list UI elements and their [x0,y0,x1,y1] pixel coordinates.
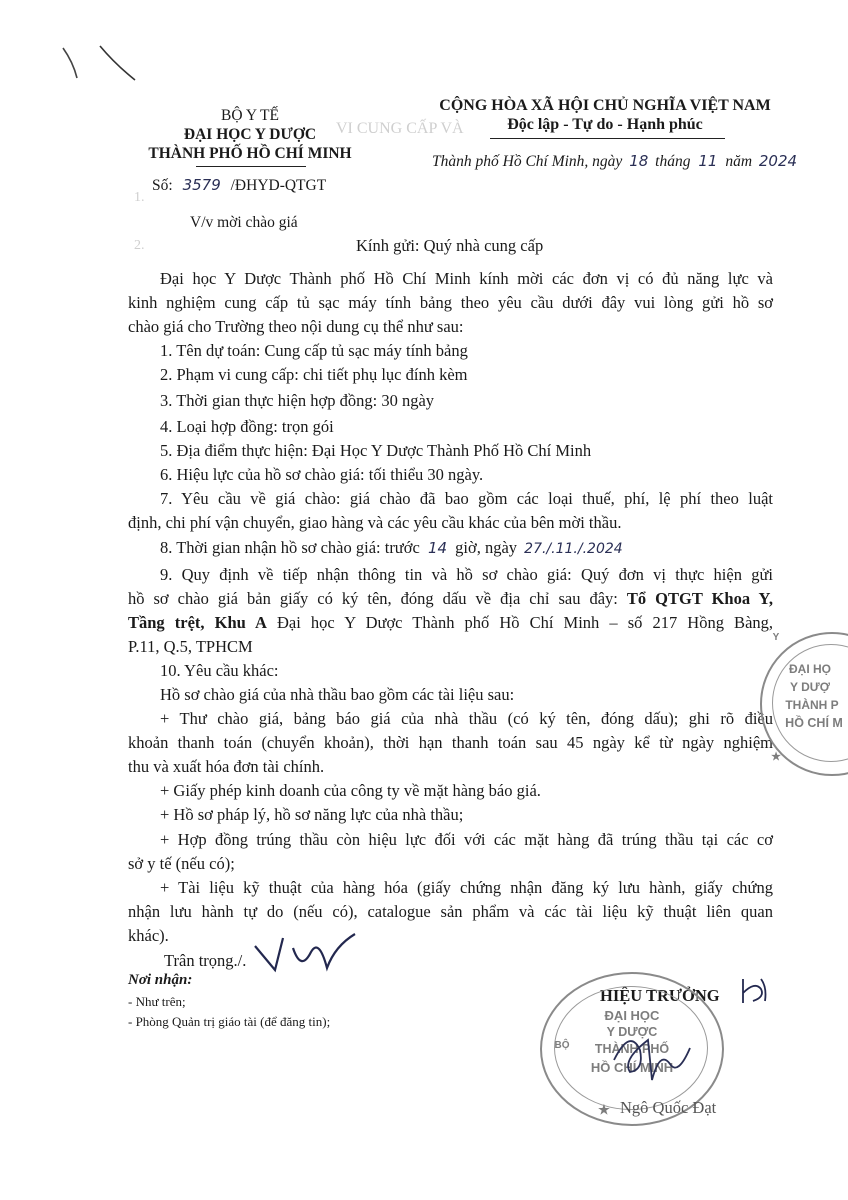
item-4: 4. Loại hợp đồng: trọn gói [160,417,334,436]
item-8 [160,537,805,560]
date-year: 2024 [758,152,798,170]
date-day: 18 [629,152,649,170]
show-through-item-2: 2. [134,238,145,253]
item-9-address-street: Đại học Y Dược Thành phố Hồ Chí Minh – số 217 Hồng Bàng, [277,613,774,632]
item-2: 2. Phạm vi cung cấp: chi tiết phụ lục đính kèm [160,365,468,384]
bullet-2: + Giấy phép kinh doanh của công ty về mặt hàng báo giá. [160,781,541,800]
item-10: 10. Yêu cầu khác: [160,661,279,680]
stamp-line-2: Y DƯỢC [606,1025,658,1039]
side-stamp-star: ★ [771,751,781,763]
side-stamp [760,632,848,776]
bullet-5-line-1: + Tài liệu kỹ thuật của hàng hóa (giấy chứng nhận đăng ký lưu hành, giấy chứng [160,878,773,897]
recipients-title: Nơi nhận: [128,972,193,988]
nation-name: CỘNG HÒA XÃ HỘI CHỦ NGHĨA VIỆT NAM [439,97,771,114]
show-through-heading: VI CUNG CẤP VÀ [336,120,464,137]
header-underline-left [196,166,306,167]
bullet-4-line-1: + Hợp đồng trúng thầu còn hiệu lực đối với các mặt hàng đã trúng thầu tại các cơ [160,830,773,849]
bullet-5-line-2: nhận lưu hành tự do (nếu có), catalogue sản phẩm và các tài liệu kỹ thuật liên quan [128,902,773,921]
item-5: 5. Địa điểm thực hiện: Đại Học Y Dược Thành Phố Hồ Chí Minh [160,441,592,460]
item-9-address-lead: hồ sơ chào giá bản giấy có ký tên, đóng dấu về địa chỉ sau đây: [128,589,618,608]
national-motto: Độc lập - Tự do - Hạnh phúc [507,116,703,133]
bullet-1-line-2: khoản thanh toán (chuyển khoản), thời hạn thanh toán sau 45 ngày kể từ ngày nghiệm [128,733,773,752]
item-8-prefix: 8. Thời gian nhận hồ sơ chào giá: trước [160,538,420,557]
bullet-3: + Hồ sơ pháp lý, hồ sơ năng lực của nhà thầu; [160,805,464,824]
doc-number-handwritten: 3579 [182,176,221,194]
item-3: 3. Thời gian thực hiện hợp đồng: 30 ngày [160,391,435,410]
side-stamp-line-1: ĐẠI HỌ [789,662,831,676]
stamp-line-3: THÀNH PHỐ [594,1042,670,1056]
bullet-4-line-2: sở y tế (nếu có); [128,854,235,873]
item-9-line-2 [128,588,773,610]
issue-date [432,152,797,171]
signer-name: Ngô Quốc Đạt [620,1098,717,1117]
signature-scribble [600,1020,720,1090]
signature-role: HIỆU TRƯỞNG [600,986,720,1005]
item-8-hour: 14 [427,539,448,557]
date-year-label: năm [725,153,753,170]
stamp-line-4: HỒ CHÍ MINH [590,1060,674,1075]
intro-line-1: Đại học Y Dược Thành phố Hồ Chí Minh kính mời các đơn vị có đủ năng lực và [160,269,773,288]
item-8-mid: giờ, ngày [455,538,518,557]
show-through-item-1: 1. [134,190,145,205]
stamp-star: ★ [598,1102,610,1117]
item-6: 6. Hiệu lực của hồ sơ chào giá: tối thiểu 30 ngày. [160,465,484,484]
item-10-intro: Hồ sơ chào giá của nhà thầu bao gồm các tài liệu sau: [160,685,515,704]
greeting: Kính gửi: Quý nhà cung cấp [356,236,544,255]
doc-number-prefix: Số: [152,177,173,194]
item-8-date: 27./.11./.2024 [524,541,623,557]
item-9-address-floor: Tầng trệt, Khu A [128,613,267,632]
motto-underline [490,138,725,139]
role-initial-mark [735,975,775,1007]
date-month-label: tháng [655,153,691,170]
side-stamp-line-3: THÀNH P [785,698,839,712]
initials-signature [245,928,365,978]
header-left [120,106,380,163]
stamp-side-text: BỘ [554,1040,570,1051]
item-9-line-1: 9. Quy định về tiếp nhận thông tin và hồ sơ chào giá: Quý đơn vị thực hiện gửi [160,565,773,584]
item-1: 1. Tên dự toán: Cung cấp tủ sạc máy tính bảng [160,341,468,360]
item-9-address-unit: Tổ QTGT Khoa Y, [626,589,774,608]
ministry-name: BỘ Y TẾ [221,107,279,124]
recipient-2: - Phòng Quản trị giáo tài (để đăng tin); [128,1014,331,1029]
scan-marks [55,40,145,90]
doc-subject: V/v mời chào giá [190,214,298,231]
university-name-line2: THÀNH PHỐ HỒ CHÍ MINH [148,145,352,162]
intro-line-2: kinh nghiệm cung cấp tủ sạc máy tính bảng theo yêu cầu dưới đây vui lòng gửi hồ sơ [128,293,773,312]
recipient-1: - Như trên; [128,994,186,1009]
side-stamp-top: Y [772,632,780,643]
date-prefix: Thành phố Hồ Chí Minh, ngày [432,153,623,170]
bullet-1-line-1: + Thư chào giá, bảng báo giá của nhà thầu (có ký tên, đóng dấu); ghi rõ điều [160,709,773,728]
doc-number [152,176,326,195]
university-name-line1: ĐẠI HỌC Y DƯỢC [183,126,317,143]
bullet-5-line-3: khác). [128,926,169,945]
side-stamp-line-4: HỒ CHÍ M [785,716,843,730]
doc-number-suffix: /ĐHYD-QTGT [230,177,327,194]
item-9-line-3 [128,612,773,634]
intro-line-3: chào giá cho Trường theo nội dung cụ thể như sau: [128,317,464,336]
bullet-1-line-3: thu và xuất hóa đơn tài chính. [128,757,325,776]
stamp-line-1: ĐẠI HỌC [604,1008,660,1023]
item-9-line-4: P.11, Q.5, TPHCM [128,637,253,656]
side-stamp-line-2: Y DƯỢ [790,680,830,694]
item-7-line-1: 7. Yêu cầu về giá chào: giá chào đã bao gồm các loại thuế, phí, lệ phí theo luật [160,489,773,508]
closing: Trân trọng./. [164,951,247,970]
date-month: 11 [698,152,718,170]
item-7-line-2: định, chi phí vận chuyển, giao hàng và các yêu cầu khác của bên mời thầu. [128,513,622,532]
